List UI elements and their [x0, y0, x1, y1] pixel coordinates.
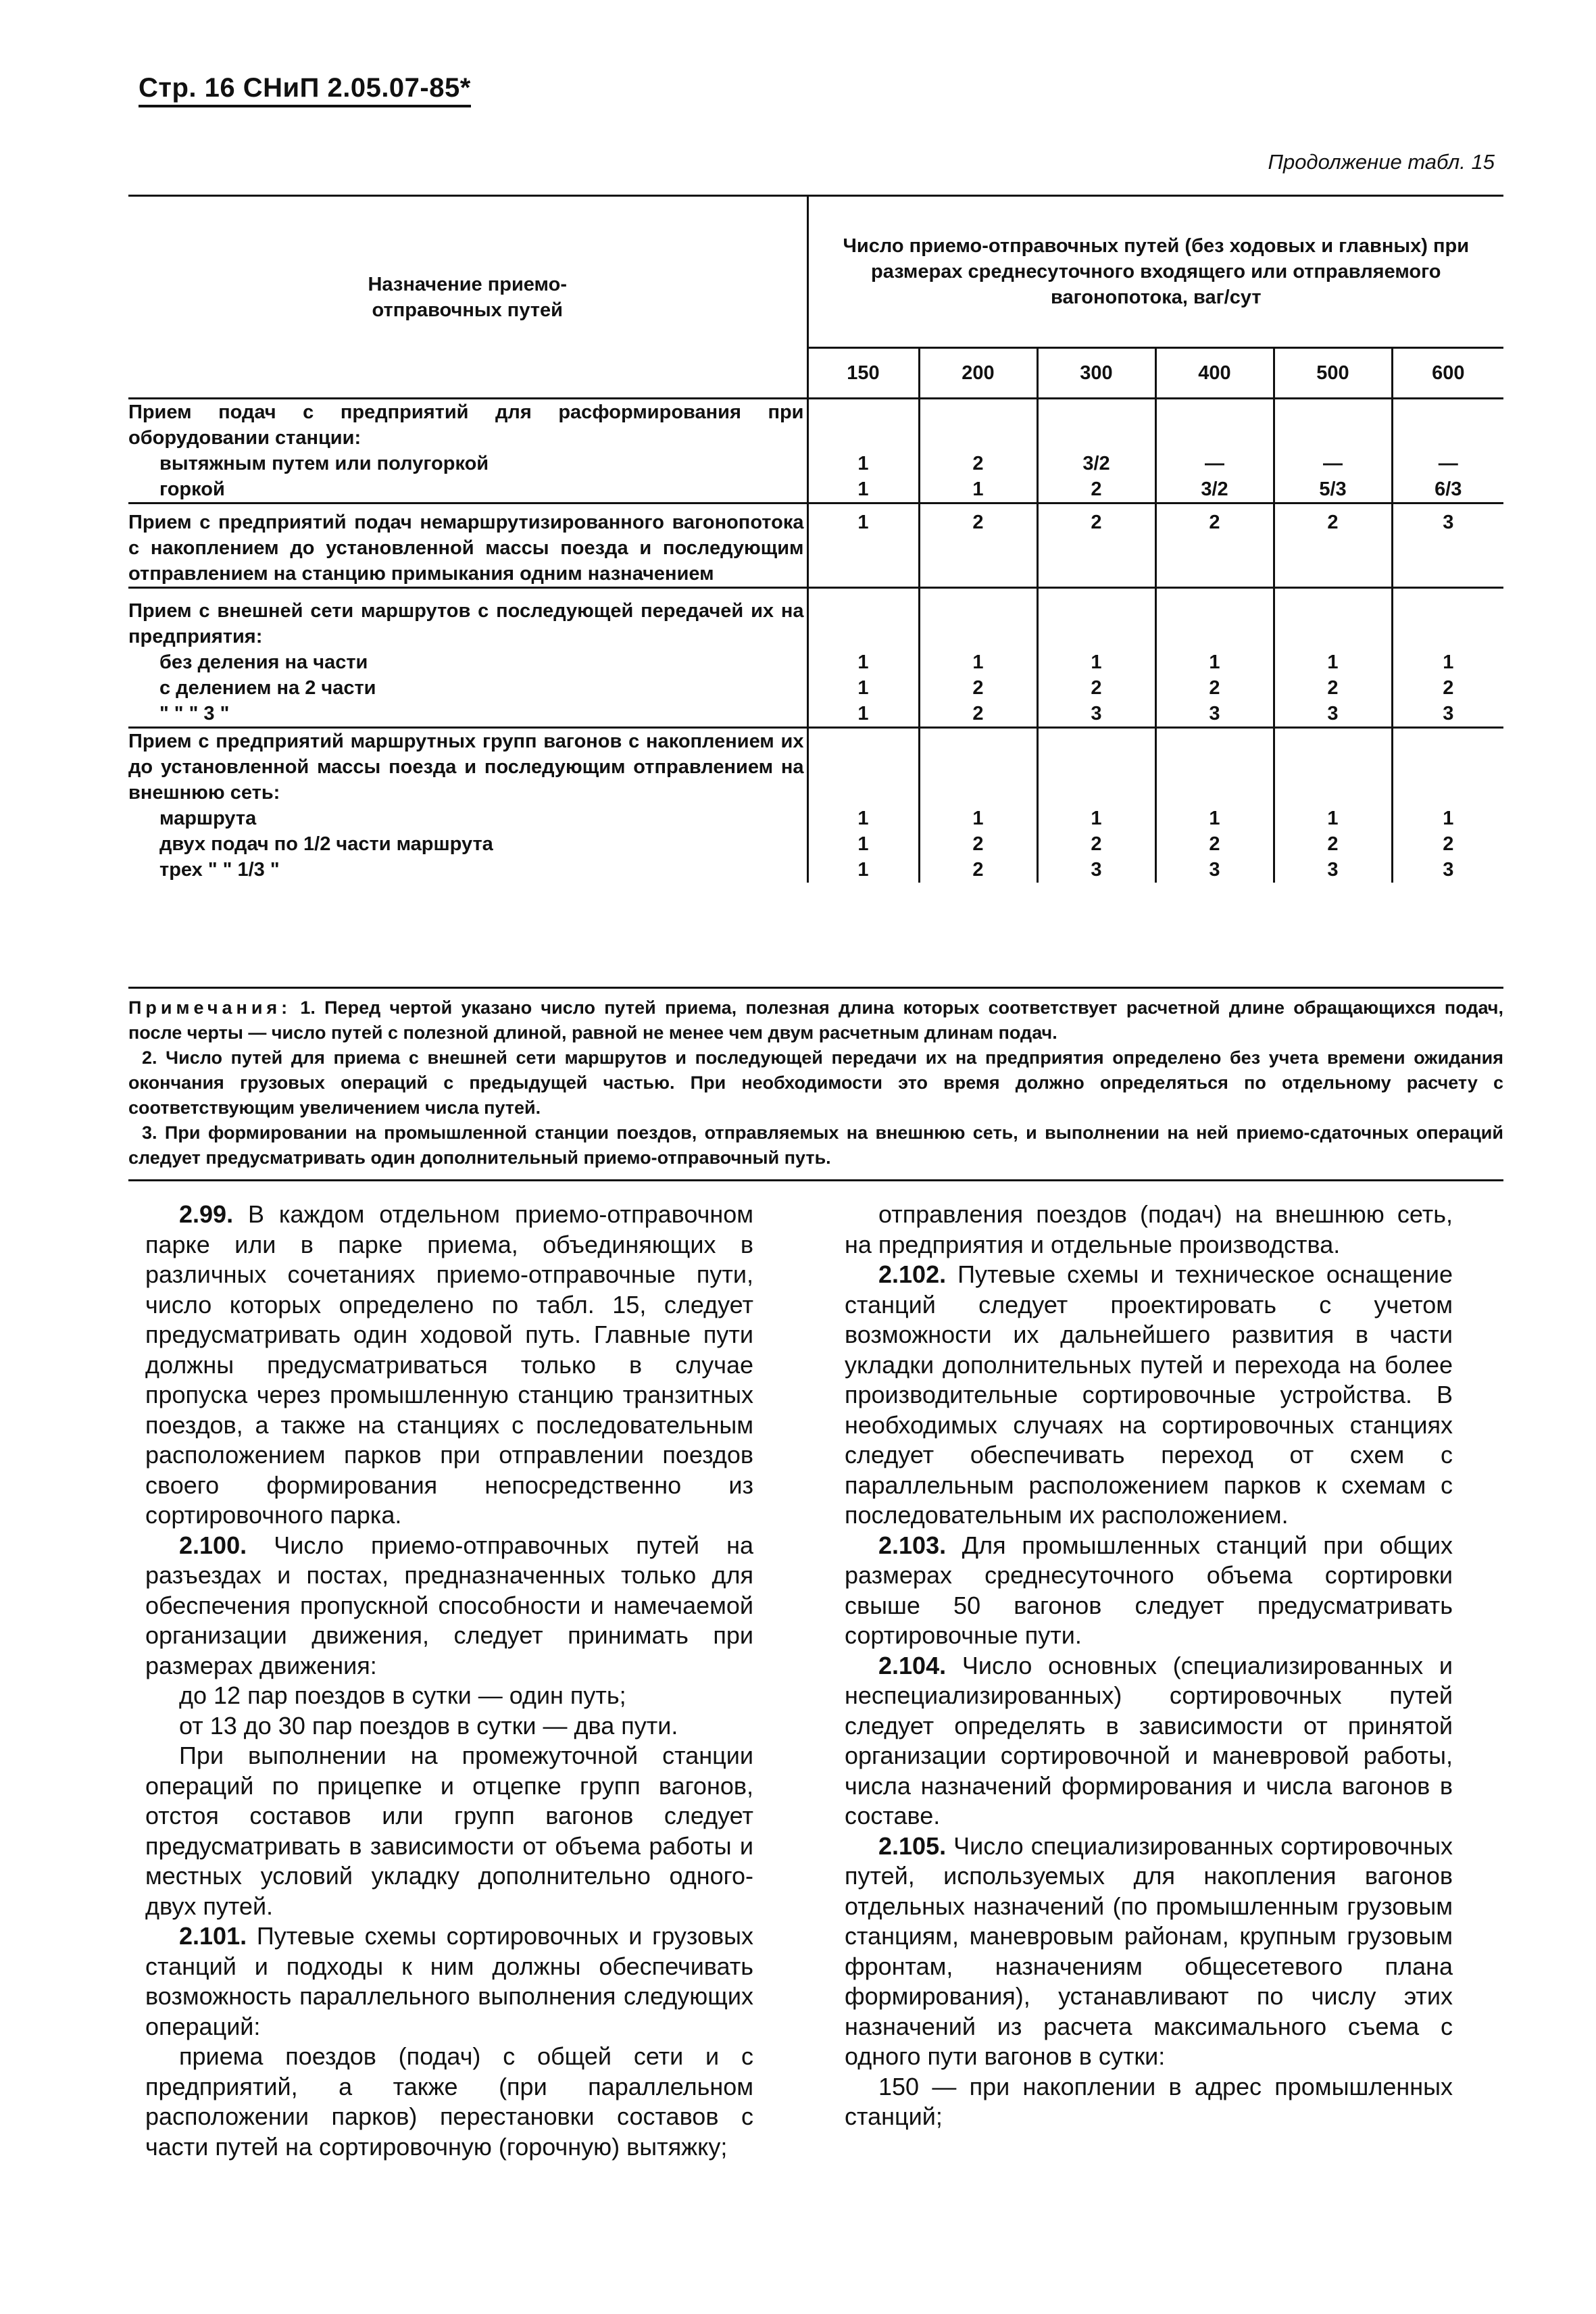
size-header: 150 — [807, 348, 919, 399]
table-cell: 1 — [972, 478, 984, 500]
table-cell: 1 — [1209, 651, 1220, 673]
column-header-purpose: Назначение приемо-отправочных путей — [128, 196, 807, 399]
table-notes — [128, 987, 1503, 1171]
table-cell: 5/3 — [1319, 478, 1347, 500]
table-cell: 2 — [919, 503, 1037, 588]
table-cell: 1 — [857, 859, 869, 881]
table-cell: — — [1438, 453, 1458, 474]
row-sub-label: трех " " 1/3 " — [159, 859, 280, 881]
table-cell: 1 — [1327, 808, 1339, 829]
clause-number: 2.103. — [878, 1531, 947, 1559]
table-row — [128, 399, 1503, 503]
table-cell: 2 — [1327, 677, 1339, 699]
table-cell: 3 — [1091, 859, 1102, 881]
table-cell: 3/2 — [1082, 453, 1110, 474]
row-sub-label: горкой — [159, 478, 225, 500]
table-cell: 2 — [1209, 677, 1220, 699]
list-item: от 13 до 30 пар поездов в сутки — два пути. — [179, 1711, 678, 1740]
table-cell: 3 — [1209, 703, 1220, 724]
table-continuation-label: Продолжение табл. 15 — [1268, 150, 1495, 174]
table-cell: 1 — [972, 808, 984, 829]
table-cell: 1 — [857, 677, 869, 699]
table-cell: 1 — [1209, 808, 1220, 829]
table-cell: 1 — [857, 808, 869, 829]
row-sub-label: вытяжным путем или полугоркой — [159, 453, 489, 474]
page-header: Стр. 16 СНиП 2.05.07-85* — [139, 73, 471, 107]
table-15 — [128, 195, 1503, 883]
table-cell: 3 — [1443, 859, 1454, 881]
table-cell: 1 — [1443, 808, 1454, 829]
clause-number: 2.102. — [878, 1260, 947, 1288]
table-cell: 1 — [1091, 651, 1102, 673]
note-2: 2. Число путей для приема с внешней сети маршрутов и последующей передачи их на предприятия определено без учета времени ожидания окончания грузовых операций с предыдущей частью. При необходимости это время должно определяться по отдельному расчету с соответствующим увеличением числа путей. — [128, 1048, 1503, 1118]
table-cell: 3 — [1443, 703, 1454, 724]
table-cell: 1 — [857, 833, 869, 855]
row-title: Прием с предприятий подач немаршрутизированного вагонопотока с накоплением до установленной массы поезда и последующим отправлением на станцию примыкания одним назначением — [128, 503, 807, 588]
table-cell: 2 — [1037, 503, 1155, 588]
row-sub-label: без деления на части — [159, 651, 368, 673]
size-header: 400 — [1155, 348, 1274, 399]
paragraph-2-102: 2.102. Путевые схемы и техническое оснащение станций следует проектировать с учетом возможности их дальнейшего развития в части укладки дополнительных путей и перехода на более производительные сортировочные устройства. В необходимых случаях на сортировочных станциях следует обеспечивать переход от схем с параллельным расположением парков к схемам с последовательным их расположением. — [845, 1260, 1453, 1529]
row-title: Прием подач с предприятий для расформирования при оборудовании станции: — [128, 401, 804, 449]
paragraph: отправления поездов (подач) на внешнюю сеть, на предприятия и отдельные производства. — [845, 1200, 1453, 1258]
paragraph-2-105: 2.105. Число специализированных сортировочных путей, используемых для накопления вагонов отдельных назначений (по промышленным грузовым станциям, маневровым районам, крупным грузовым фронтам, назначениям общесетевого плана формирования), устанавливают по числу этих назначений из расчета максимального съема с одного пути вагонов в сутки: — [845, 1831, 1453, 2070]
note-3: 3. При формировании на промышленной станции поездов, отправляемых на внешнюю сеть, и выполнении на ней приемо-сдаточных операций следует предусматривать один дополнительный приемо-отправочный путь. — [128, 1123, 1503, 1168]
table-cell: 2 — [1443, 833, 1454, 855]
size-header: 300 — [1037, 348, 1155, 399]
clause-number: 2.104. — [878, 1651, 947, 1679]
table-cell: 1 — [807, 503, 919, 588]
note-1: 1. Перед чертой указано число путей приема, полезная длина которых соответствует расчетной длине обращающихся подач, после черты — число путей с полезной длиной, равной не менее чем двум расчетным длинам подач. — [128, 998, 1503, 1043]
table-cell: 2 — [1327, 833, 1339, 855]
table-cell: 1 — [857, 703, 869, 724]
table-cell: 2 — [1443, 677, 1454, 699]
row-sub-label: " " " 3 " — [159, 703, 230, 724]
clause-number: 2.105. — [878, 1831, 947, 1860]
table-cell: 2 — [1091, 478, 1102, 500]
table-cell: 1 — [972, 651, 984, 673]
table-cell: 1 — [1327, 651, 1339, 673]
paragraph: При выполнении на промежуточной станции операций по прицепке и отцепке групп вагонов, отстоя составов или групп вагонов следует предусматривать в зависимости от объема работы и местных условий укладку дополнительно одного-двух путей. — [145, 1742, 753, 1920]
table-cell: 1 — [857, 453, 869, 474]
paragraph-2-99: 2.99. В каждом отдельном приемо-отправочном парке или в парке приема, объединяющих в различных сочетаниях приемо-отправочные пути, число которых определено по табл. 15, следует предусматривать один ходовой путь. Главные пути должны предусматриваться только в случае пропуска через промышленную станцию транзитных поездов, а также на станциях с последовательным расположением парков при отправлении поездов своего формирования непосредственно из сортировочного парка. — [145, 1200, 753, 1529]
paragraph: 150 — при накоплении в адрес промышленных станций; — [845, 2072, 1453, 2130]
table-cell: 2 — [972, 677, 984, 699]
table-cell: 1 — [857, 478, 869, 500]
clause-number: 2.100. — [179, 1531, 247, 1559]
table-cell: 3 — [1091, 703, 1102, 724]
table-cell: 1 — [1091, 808, 1102, 829]
paragraph-2-101: 2.101. Путевые схемы сортировочных и грузовых станций и подходы к ним должны обеспечивать возможность параллельного выполнения следующих операций: — [145, 1922, 753, 2040]
list-item: до 12 пар поездов в сутки — один путь; — [179, 1681, 626, 1709]
table-cell: 2 — [1209, 833, 1220, 855]
right-column — [845, 1200, 1453, 2132]
table-cell: 3/2 — [1201, 478, 1228, 500]
left-column — [145, 1200, 753, 2162]
size-header: 500 — [1274, 348, 1392, 399]
paragraph: приема поездов (подач) с общей сети и с предприятий, а также (при параллельном расположении парков) перестановки составов с части путей на сортировочную (горочную) вытяжку; — [145, 2042, 753, 2161]
table-cell: 3 — [1392, 503, 1503, 588]
table-cell: 2 — [1091, 833, 1102, 855]
table-cell: 2 — [972, 859, 984, 881]
row-title: Прием с внешней сети маршрутов с последующей передачей их на предприятия: — [128, 600, 804, 647]
size-header: 600 — [1392, 348, 1503, 399]
table-cell: 3 — [1327, 703, 1339, 724]
clause-number: 2.99. — [179, 1200, 234, 1228]
table-cell: 3 — [1327, 859, 1339, 881]
table-cell: 1 — [1443, 651, 1454, 673]
table-cell: 2 — [1274, 503, 1392, 588]
paragraph-2-100: 2.100. Число приемо-отправочных путей на разъездах и постах, предназначенных только для обеспечения пропускной способности и намечаемой организации движения, следует принимать при размерах движения: — [145, 1531, 753, 1679]
table-cell: — — [1205, 453, 1224, 474]
table-cell: 2 — [1091, 677, 1102, 699]
table-cell: — — [1323, 453, 1343, 474]
size-header: 200 — [919, 348, 1037, 399]
row-sub-label: маршрута — [159, 808, 257, 829]
paragraph-2-103: 2.103. Для промышленных станций при общих размерах среднесуточного объема сортировки свыше 50 вагонов следует предусматривать сортировочные пути. — [845, 1531, 1453, 1649]
section-divider — [128, 1179, 1503, 1181]
paragraph-2-104: 2.104. Число основных (специализированных и неспециализированных) сортировочных путей следует определять в зависимости от принятой организации сортировочной и маневровой работы, числа назначений формирования и числа вагонов в составе. — [845, 1651, 1453, 1829]
table-cell: 2 — [1155, 503, 1274, 588]
row-sub-label: с делением на 2 части — [159, 677, 376, 699]
table-cell: 6/3 — [1435, 478, 1462, 500]
column-header-count: Число приемо-отправочных путей (без ходовых и главных) при размерах среднесуточного входящего или отправляемого вагонопотока, ваг/сут — [807, 196, 1503, 348]
table-cell: 2 — [972, 833, 984, 855]
table-cell: 1 — [857, 651, 869, 673]
table-row — [128, 588, 1503, 728]
table-row — [128, 503, 1503, 588]
table-row — [128, 728, 1503, 883]
row-sub-label: двух подач по 1/2 части маршрута — [159, 833, 493, 855]
table-cell: 3 — [1209, 859, 1220, 881]
clause-number: 2.101. — [179, 1922, 247, 1950]
table-cell: 2 — [972, 703, 984, 724]
notes-label: Примечания: — [128, 998, 292, 1018]
row-title: Прием с предприятий маршрутных групп вагонов с накоплением их до установленной массы поезда и последующим отправлением на внешнюю сеть: — [128, 731, 804, 804]
table-cell: 2 — [972, 453, 984, 474]
